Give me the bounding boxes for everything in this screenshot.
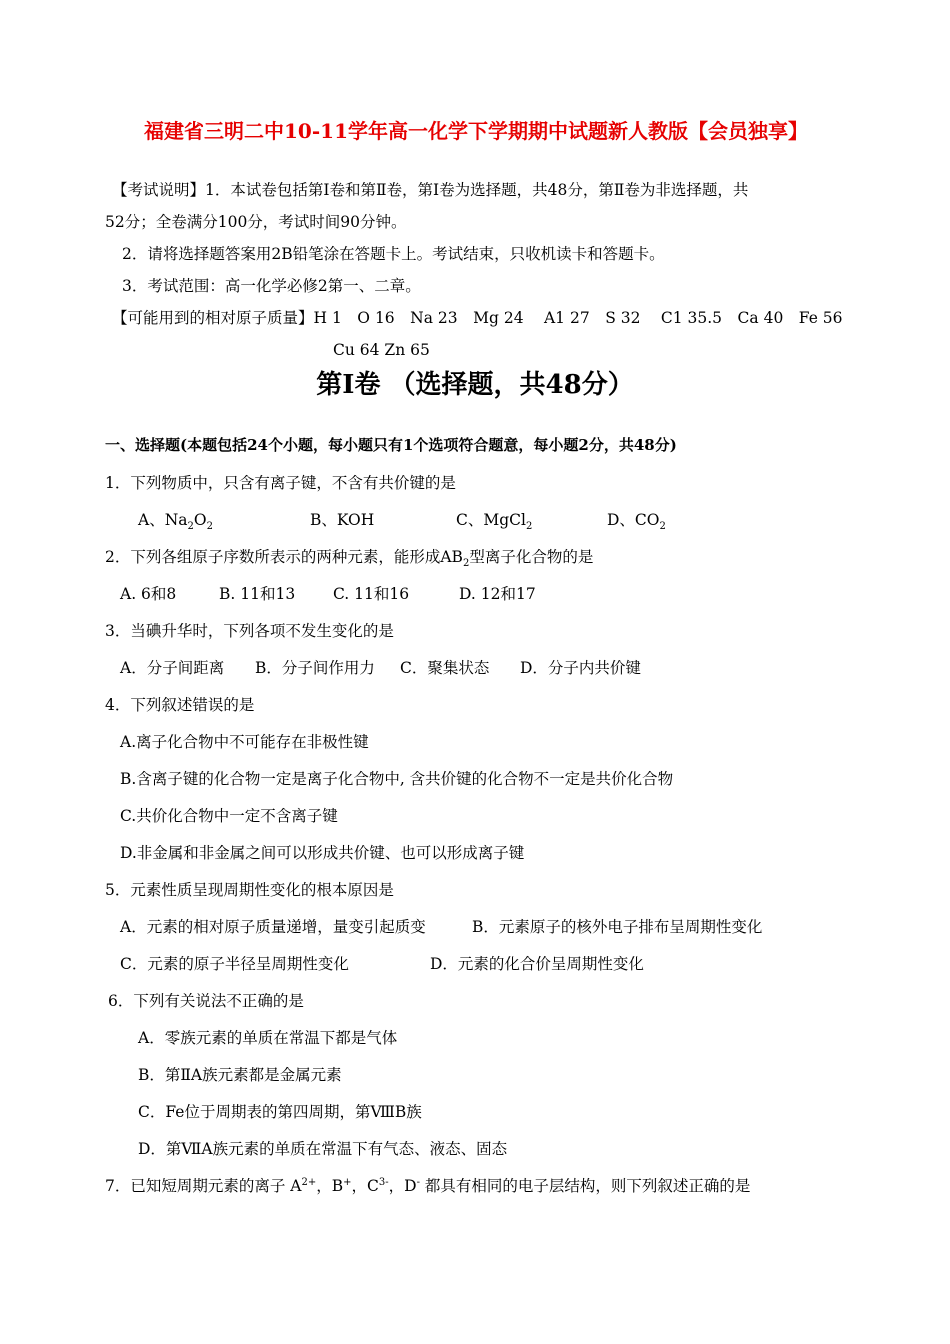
atomic-mass-line-2: Cu 64 Zn 65: [333, 341, 430, 359]
question-5-stem: 5．元素性质呈现周期性变化的根本原因是: [105, 881, 394, 899]
question-2-option-b: B. 11和13: [219, 585, 296, 603]
question-6-option-d: D．第ⅦA族元素的单质在常温下有气态、液态、固态: [138, 1140, 508, 1158]
document-title: 福建省三明二中10-11学年高一化学下学期期中试题新人教版【会员独享】: [144, 119, 808, 143]
question-4-option-d: D.非金属和非金属之间可以形成共价键、也可以形成离子键: [120, 844, 525, 862]
atomic-mass-line-1: 【可能用到的相对原子质量】H 1 O 16 Na 23 Mg 24 A1 27 S 32 C1 35.5 Ca 40 Fe 56: [112, 309, 843, 327]
question-3-option-a: A．分子间距离: [120, 659, 225, 677]
question-5-option-a: A．元素的相对原子质量递增，量变引起质变: [120, 918, 426, 936]
question-6-option-c: C．Fe位于周期表的第四周期，第ⅧB族: [138, 1103, 422, 1121]
section-title: 第Ⅰ卷 （选择题，共48分）: [316, 370, 634, 400]
question-2-option-d: D. 12和17: [459, 585, 536, 603]
question-4-option-a: A.离子化合物中不可能存在非极性键: [120, 733, 369, 751]
question-6-stem: 6．下列有关说法不正确的是: [108, 992, 304, 1010]
question-5-option-d: D．元素的化合价呈周期性变化: [430, 955, 644, 973]
exam-note-line-2: 52分；全卷满分100分，考试时间90分钟。: [105, 213, 407, 231]
question-1-option-a: A、$Na_2O_2$: [138, 511, 213, 533]
exam-note-line-4: 3．考试范围：高一化学必修2第一、二章。: [122, 277, 421, 295]
question-5-option-b: B．元素原子的核外电子排布呈周期性变化: [472, 918, 763, 936]
question-3-option-c: C．聚集状态: [400, 659, 490, 677]
question-6-option-b: B．第ⅡA族元素都是金属元素: [138, 1066, 342, 1084]
question-1-stem: 1．下列物质中，只含有离子键，不含有共价键的是: [105, 474, 456, 492]
question-2-stem: 2．下列各组原子序数所表示的两种元素，能形成$AB_2$型离子化合物的是: [105, 548, 594, 570]
question-2-option-a: A. 6和8: [120, 585, 177, 603]
exam-note-line-3: 2．请将选择题答案用2B铅笔涂在答题卡上。考试结束，只收机读卡和答题卡。: [122, 245, 665, 263]
question-3-option-d: D．分子内共价键: [520, 659, 641, 677]
question-3-option-b: B．分子间作用力: [255, 659, 375, 677]
question-1-option-d: D、$CO_2$: [607, 511, 666, 533]
question-1-option-b: B、KOH: [310, 511, 375, 529]
question-7-stem: 7．已知短周期元素的离子 $A^{2+}$，B+，$C^{3-}$，D- 都具有相同的电子层结构，则下列叙述正确的是: [105, 1176, 751, 1195]
part-header: 一、选择题(本题包括24个小题，每小题只有1个选项符合题意，每小题2分，共48分): [105, 436, 677, 454]
question-4-option-b: B.含离子键的化合物一定是离子化合物中, 含共价键的化合物不一定是共价化合物: [120, 770, 674, 788]
question-6-option-a: A．零族元素的单质在常温下都是气体: [138, 1029, 398, 1047]
question-4-stem: 4．下列叙述错误的是: [105, 696, 255, 714]
question-1-option-c: C、MgCl$_2$: [456, 511, 533, 533]
exam-note-line-1: 【考试说明】1．本试卷包括第Ⅰ卷和第Ⅱ卷，第Ⅰ卷为选择题，共48分，第Ⅱ卷为非选择题，共: [112, 181, 749, 199]
question-3-stem: 3．当碘升华时，下列各项不发生变化的是: [105, 622, 394, 640]
question-2-option-c: C. 11和16: [333, 585, 410, 603]
question-4-option-c: C.共价化合物中一定不含离子键: [120, 807, 338, 825]
question-5-option-c: C．元素的原子半径呈周期性变化: [120, 955, 349, 973]
